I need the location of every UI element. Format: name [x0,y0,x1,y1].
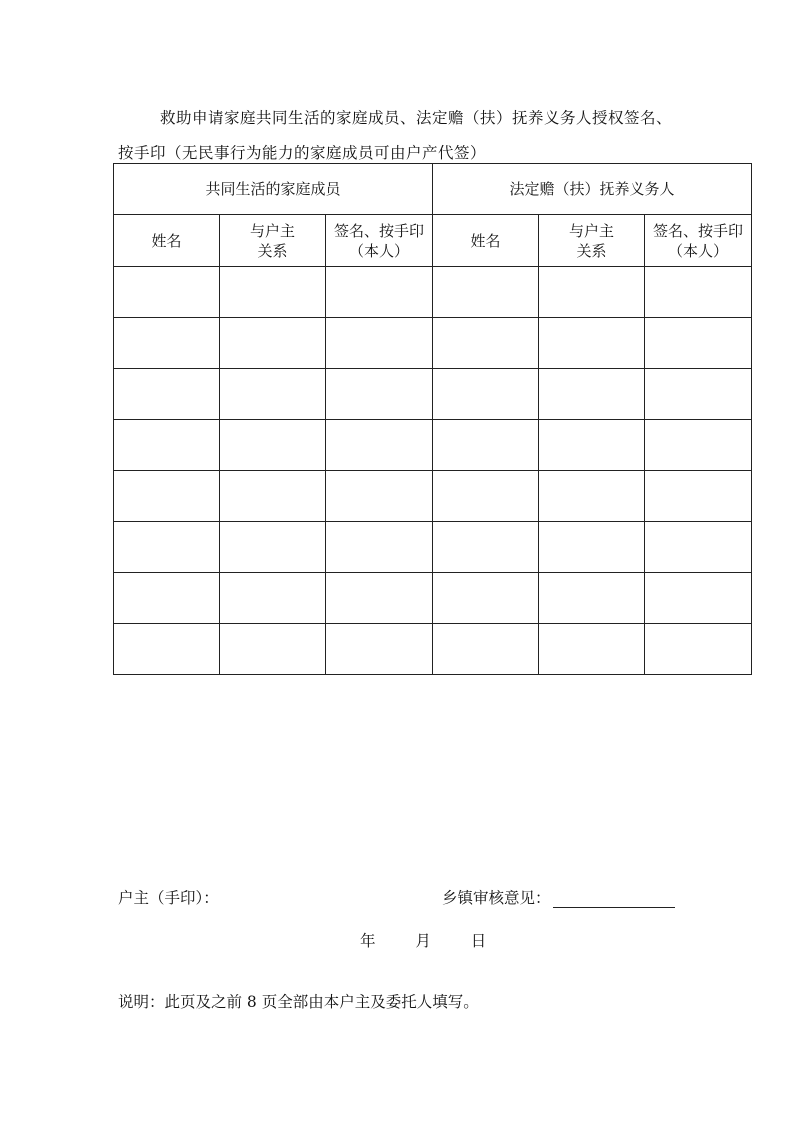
blank-cell[interactable] [433,522,539,573]
township-review-fill-line[interactable] [553,891,675,908]
blank-cell[interactable] [539,420,645,471]
blank-cell[interactable] [433,420,539,471]
blank-cell[interactable] [114,369,220,420]
group-header-household-members: 共同生活的家庭成员 [114,164,433,215]
column-header-relationship: 与户主 关系 [539,215,645,267]
blank-cell[interactable] [114,471,220,522]
blank-cell[interactable] [645,573,752,624]
table-row [114,573,752,624]
table-row [114,267,752,318]
blank-cell[interactable] [433,624,539,675]
form-heading-line1: 救助申请家庭共同生活的家庭成员、法定赡（扶）抚养义务人授权签名、 [160,109,673,127]
blank-cell[interactable] [645,624,752,675]
table-row [114,624,752,675]
blank-cell[interactable] [326,471,433,522]
blank-cell[interactable] [114,267,220,318]
blank-cell[interactable] [433,369,539,420]
blank-cell[interactable] [645,471,752,522]
table-row [114,522,752,573]
township-review-label: 乡镇审核意见： [442,889,551,907]
form-heading-line2: 按手印（无民事行为能力的家庭成员可由户产代签） [118,144,487,162]
explanatory-note: 说明：此页及之前 8 页全部由本户主及委托人填写。 [118,993,479,1011]
blank-cell[interactable] [326,573,433,624]
blank-cell[interactable] [326,267,433,318]
blank-cell[interactable] [220,522,326,573]
group-header-legal-supporters: 法定赡（扶）抚养义务人 [433,164,752,215]
household-head-fingerprint-label: 户主（手印）： [118,889,219,907]
blank-cell[interactable] [539,267,645,318]
blank-cell[interactable] [645,369,752,420]
blank-cell[interactable] [539,369,645,420]
column-header-relationship: 与户主 关系 [220,215,326,267]
blank-cell[interactable] [645,522,752,573]
date-month-label: 月 [415,932,431,950]
blank-cell[interactable] [220,420,326,471]
blank-cell[interactable] [539,318,645,369]
table-row [114,420,752,471]
authorization-signature-table [113,163,752,675]
date-day-label: 日 [470,932,487,950]
table-column-header-row [114,215,752,267]
blank-cell[interactable] [326,420,433,471]
table-row [114,318,752,369]
blank-cell[interactable] [114,318,220,369]
blank-cell[interactable] [114,573,220,624]
blank-cell[interactable] [220,318,326,369]
blank-cell[interactable] [220,369,326,420]
table-row [114,471,752,522]
blank-cell[interactable] [539,471,645,522]
blank-cell[interactable] [539,624,645,675]
table-row [114,369,752,420]
blank-cell[interactable] [645,318,752,369]
date-year-label: 年 [360,932,376,950]
blank-cell[interactable] [220,573,326,624]
blank-cell[interactable] [433,573,539,624]
blank-cell[interactable] [114,522,220,573]
blank-cell[interactable] [433,318,539,369]
column-header-signature: 签名、按手印 （本人） [326,215,433,267]
blank-cell[interactable] [326,624,433,675]
table-group-header-row [114,164,752,215]
blank-cell[interactable] [326,318,433,369]
blank-cell[interactable] [220,267,326,318]
date-line [360,929,486,951]
township-review-opinion [442,886,675,908]
blank-cell[interactable] [645,267,752,318]
column-header-signature: 签名、按手印 （本人） [645,215,752,267]
blank-cell[interactable] [433,471,539,522]
column-header-name: 姓名 [433,215,539,267]
blank-cell[interactable] [326,369,433,420]
column-header-name: 姓名 [114,215,220,267]
blank-cell[interactable] [326,522,433,573]
blank-cell[interactable] [645,420,752,471]
blank-cell[interactable] [114,420,220,471]
blank-cell[interactable] [539,573,645,624]
blank-cell[interactable] [220,624,326,675]
blank-cell[interactable] [114,624,220,675]
blank-cell[interactable] [539,522,645,573]
blank-cell[interactable] [433,267,539,318]
blank-cell[interactable] [220,471,326,522]
